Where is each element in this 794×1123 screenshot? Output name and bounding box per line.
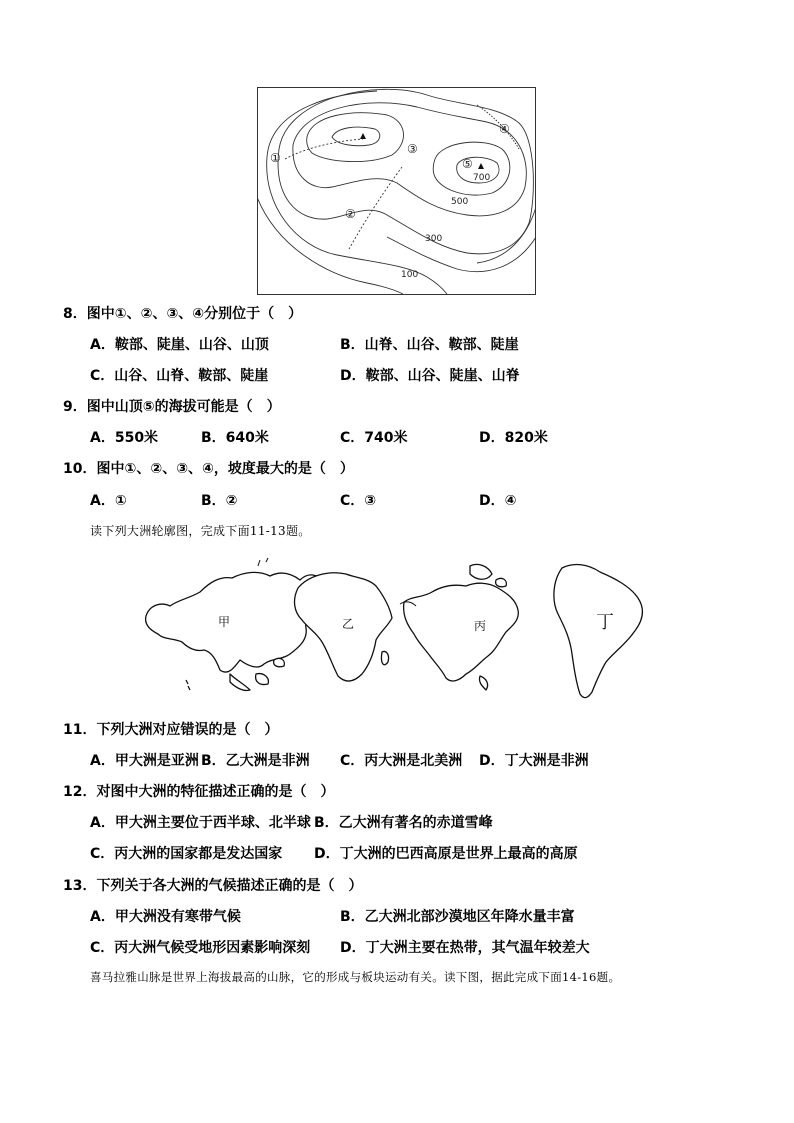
question-11-option-a: A．甲大洲是亚洲: [90, 753, 199, 769]
question-8-option-b: B．山脊、山谷、鞍部、陡崖: [340, 337, 519, 353]
question-8-option-d: D．鞍部、山谷、陡崖、山脊: [340, 368, 520, 384]
marker-1: ①: [270, 151, 281, 165]
question-10-option-c: C．③: [340, 493, 377, 509]
question-13-option-a: A．甲大洲没有寒带气候: [90, 909, 241, 925]
question-10-option-b: B．②: [201, 493, 238, 509]
question-12-option-c: C．丙大洲的国家都是发达国家: [90, 846, 283, 862]
question-9-option-c: C．740米: [340, 430, 408, 446]
question-11-option-b: B．乙大洲是非洲: [201, 753, 310, 769]
elevation-500: 500: [451, 197, 469, 207]
question-13-option-d: D．丁大洲主要在热带，其气温年较差大: [340, 940, 590, 956]
north-america-outline: [404, 583, 519, 681]
question-13-option-b: B．乙大洲北部沙漠地区年降水量丰富: [340, 909, 575, 925]
question-9-option-a: A．550米: [90, 430, 159, 446]
question-9-option-d: D．820米: [479, 430, 548, 446]
question-11-option-c: C．丙大洲是北美洲: [340, 753, 463, 769]
marker-4: ④: [499, 122, 510, 136]
marker-3: ③: [407, 142, 418, 156]
question-8-option-a: A．鞍部、陡崖、山谷、山顶: [90, 337, 269, 353]
label-bing: 丙: [474, 619, 487, 633]
elevation-100: 100: [401, 270, 419, 280]
label-yi: 乙: [342, 617, 355, 631]
continents-intro: 读下列大洲轮廓图，完成下面11-13题。: [90, 524, 311, 538]
question-10-stem: 10．图中①、②、③、④，坡度最大的是（ ）: [63, 461, 354, 477]
marker-5: ⑤: [462, 157, 473, 171]
asia-outline: [146, 572, 325, 672]
marker-2: ②: [345, 207, 356, 221]
question-9-option-b: B．640米: [201, 430, 269, 446]
question-11-stem: 11．下列大洲对应错误的是（ ）: [63, 722, 279, 738]
himalaya-intro: 喜马拉雅山脉是世界上海拔最高的山脉，它的形成与板块运动有关。读下图，据此完成下面14-16题。: [90, 970, 621, 984]
label-jia: 甲: [218, 615, 231, 629]
question-11-option-d: D．丁大洲是非洲: [479, 753, 589, 769]
question-9-stem: 9．图中山顶⑤的海拔可能是（ ）: [63, 399, 281, 415]
question-12-option-a: A．甲大洲主要位于西半球、北半球: [90, 815, 311, 831]
elevation-300: 300: [425, 234, 443, 244]
question-10-option-d: D．④: [479, 493, 517, 509]
contour-map: [257, 87, 536, 295]
question-12-option-b: B．乙大洲有著名的赤道雪峰: [314, 815, 493, 831]
elevation-700: 700: [473, 173, 491, 183]
question-8-stem: 8．图中①、②、③、④分别位于（ ）: [63, 306, 303, 322]
label-ding: 丁: [596, 612, 614, 633]
question-12-option-d: D．丁大洲的巴西高原是世界上最高的高原: [314, 846, 578, 862]
question-13-stem: 13．下列关于各大洲的气候描述正确的是（ ）: [63, 878, 363, 894]
continents-figure: [140, 556, 660, 702]
question-13-option-c: C．丙大洲气候受地形因素影响深刻: [90, 940, 311, 956]
question-12-stem: 12．对图中大洲的特征描述正确的是（ ）: [63, 784, 335, 800]
question-8-option-c: C．山谷、山脊、鞍部、陡崖: [90, 368, 269, 384]
question-10-option-a: A．①: [90, 493, 127, 509]
